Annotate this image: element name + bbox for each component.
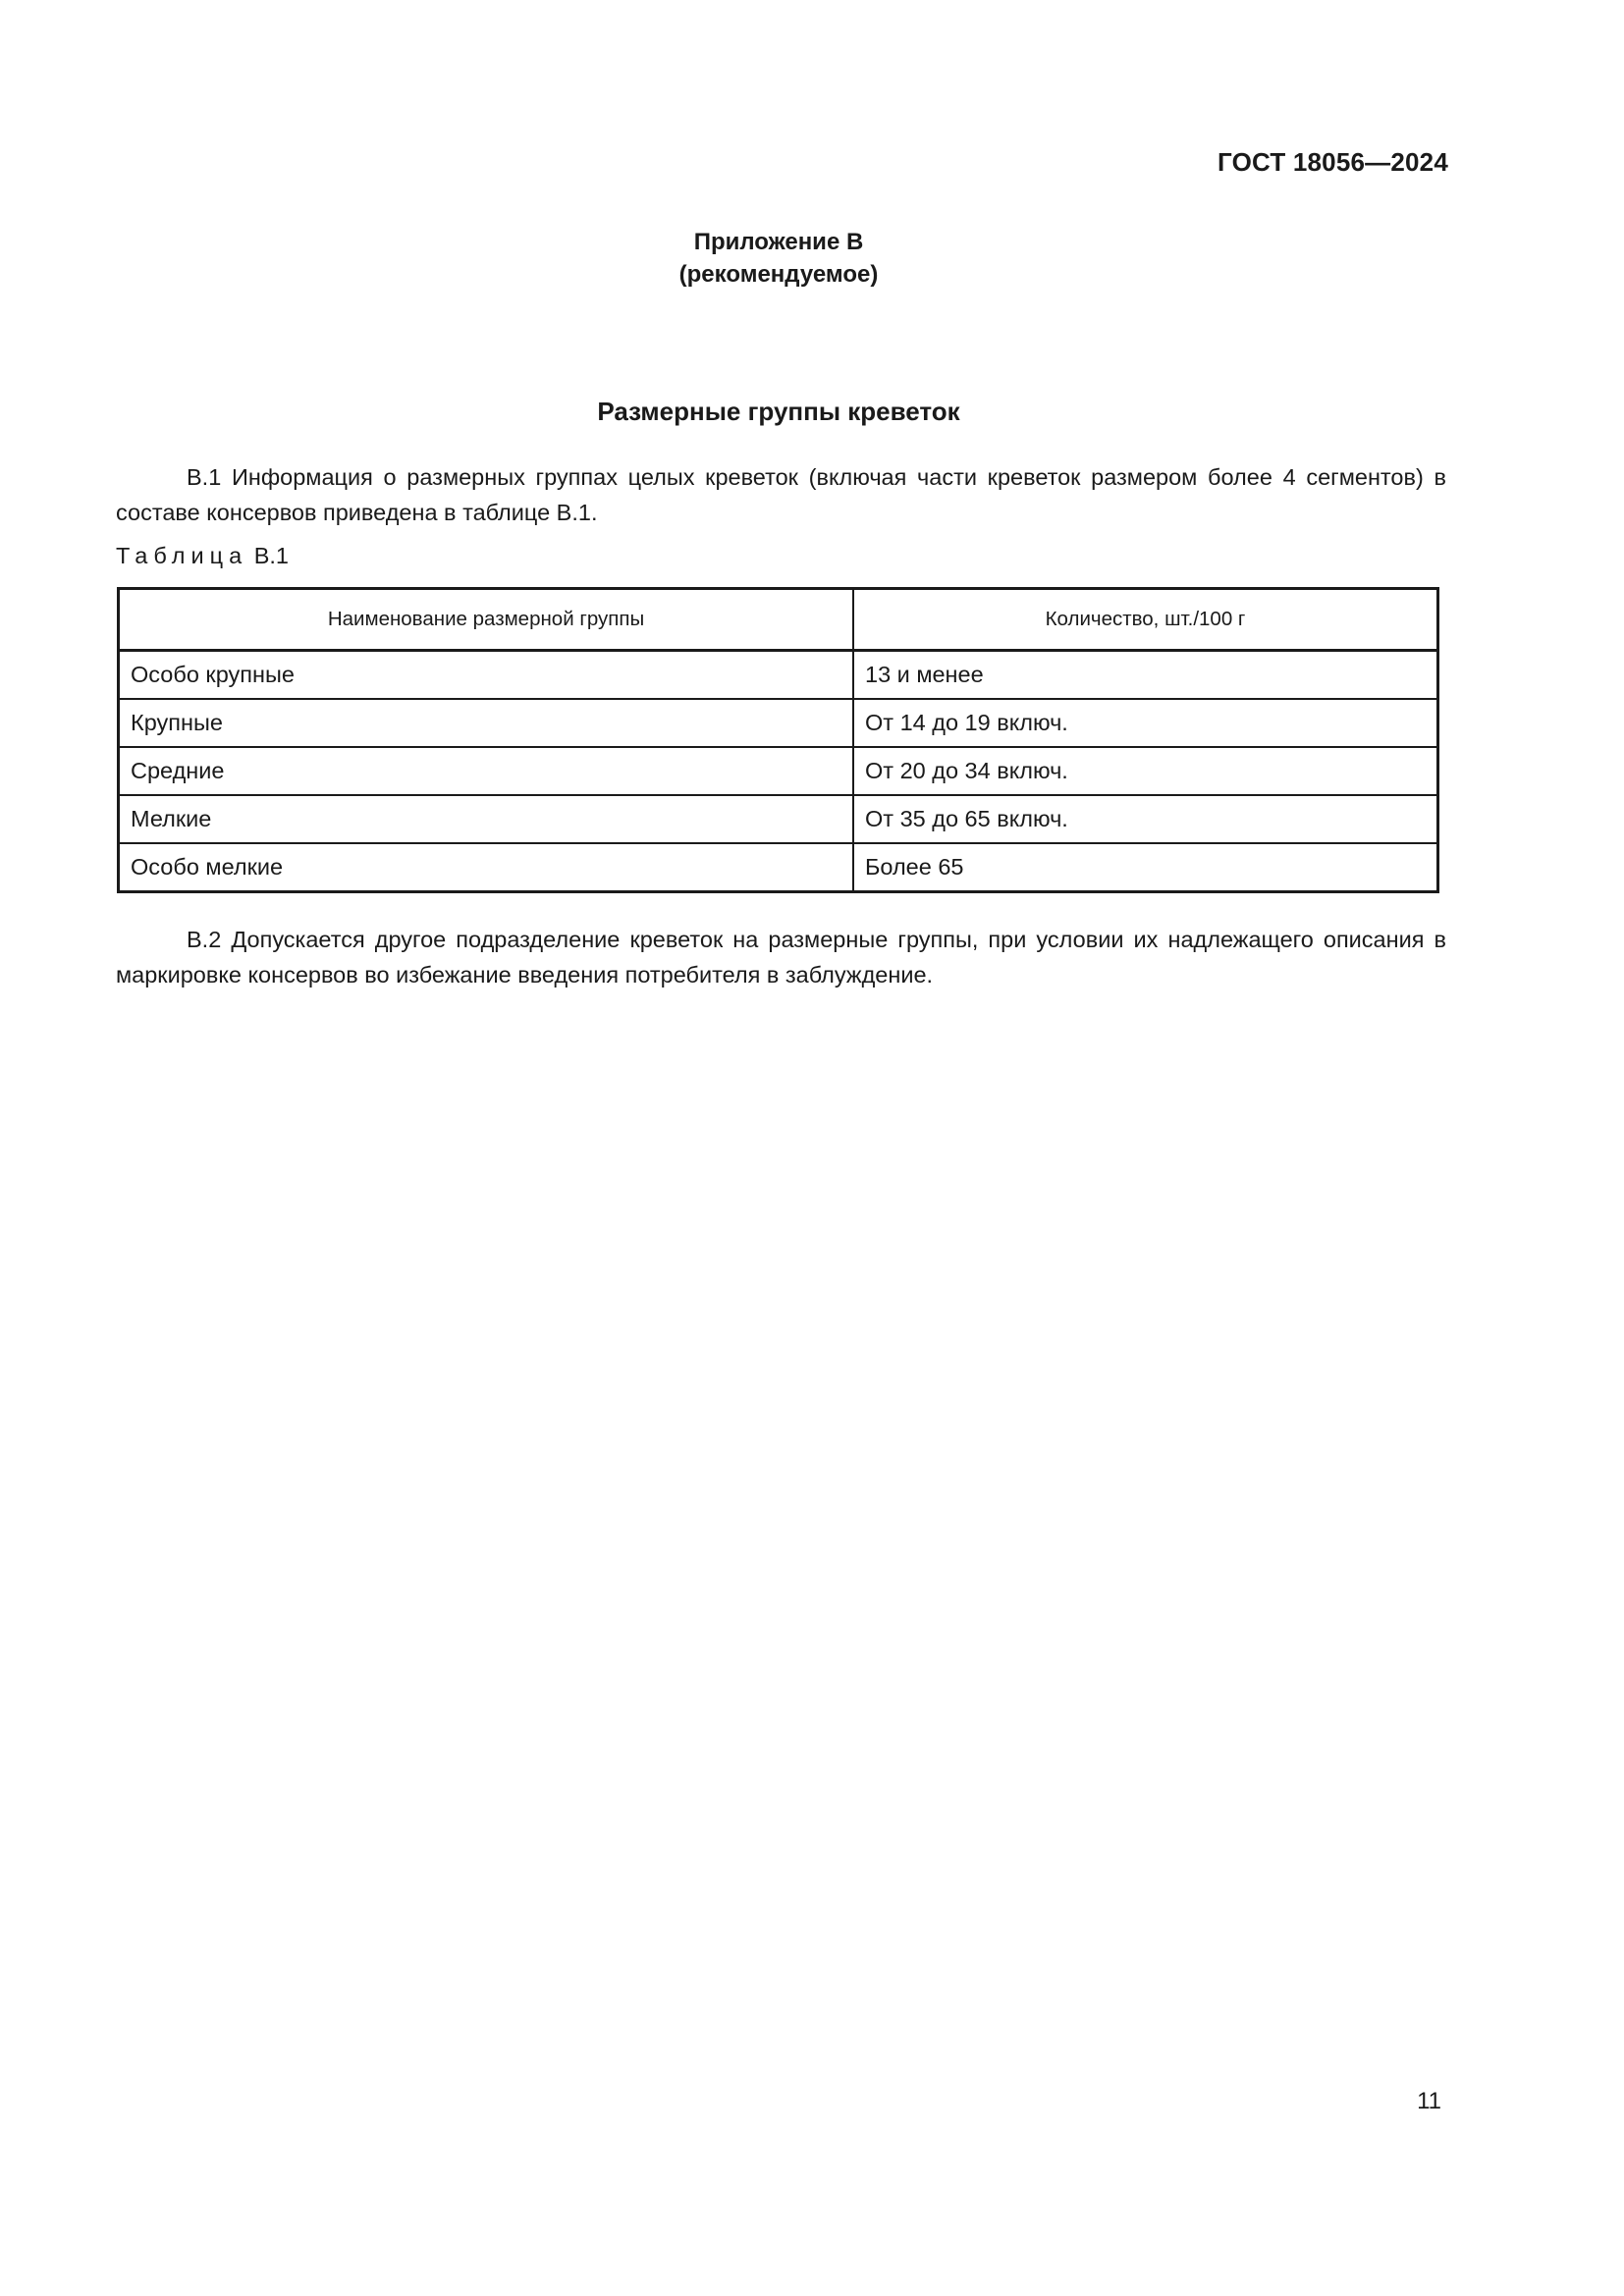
cell-group-name: Мелкие — [119, 795, 854, 843]
standard-id: ГОСТ 18056—2024 — [1218, 147, 1448, 177]
table-row — [119, 651, 1438, 700]
table-caption-number: В.1 — [253, 543, 289, 568]
section-title: Размерные группы креветок — [597, 397, 960, 426]
table-row — [119, 843, 1438, 892]
header-cell-quantity: Количество, шт./100 г — [853, 589, 1438, 651]
page-number: 11 — [1417, 2088, 1441, 2114]
cell-group-name: Особо мелкие — [119, 843, 854, 892]
cell-quantity: Более 65 — [853, 843, 1438, 892]
cell-quantity: От 14 до 19 включ. — [853, 699, 1438, 747]
table-header-row — [119, 589, 1438, 651]
header-cell-group-name: Наименование размерной группы — [119, 589, 854, 651]
cell-quantity: От 35 до 65 включ. — [853, 795, 1438, 843]
table-row — [119, 747, 1438, 795]
size-groups-table — [117, 587, 1439, 893]
appendix-heading — [0, 226, 1557, 291]
cell-group-name: Средние — [119, 747, 854, 795]
cell-quantity: 13 и менее — [853, 651, 1438, 700]
table-row — [119, 699, 1438, 747]
table-caption — [116, 543, 289, 569]
cell-quantity: От 20 до 34 включ. — [853, 747, 1438, 795]
cell-group-name: Особо крупные — [119, 651, 854, 700]
table-caption-word: Таблица — [116, 543, 248, 568]
appendix-status: (рекомендуемое) — [678, 261, 879, 288]
table-row — [119, 795, 1438, 843]
paragraph-b1: В.1 Информация о размерных группах целых креветок (включая части креветок размером более 4 сегментов) в составе консервов приведена в таблице В.1. — [116, 464, 1446, 525]
cell-group-name: Крупные — [119, 699, 854, 747]
paragraph-b2: В.2 Допускается другое подразделение креветок на размерные группы, при условии их надлежащего описания в маркировке консервов во избежание введения потребителя в заблуждение. — [116, 927, 1446, 988]
appendix-title: Приложение В — [693, 229, 864, 255]
